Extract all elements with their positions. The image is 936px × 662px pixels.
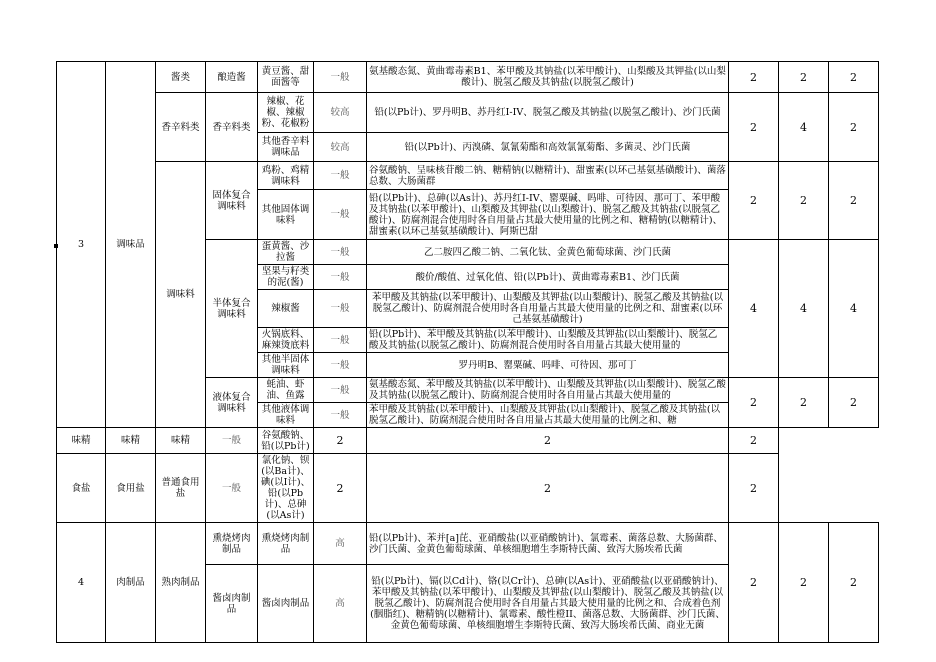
risk-cell: 高 xyxy=(314,565,367,643)
category-cell: 熟肉制品 xyxy=(156,523,206,643)
item-cell: 熏烧烤肉制品 xyxy=(258,523,314,565)
risk-cell: 一般 xyxy=(314,265,367,290)
count-cell: 2 xyxy=(367,428,729,454)
count-cell: 2 xyxy=(729,62,779,93)
item-cell: 酱卤肉制品 xyxy=(258,565,314,643)
item-cell: 其他固体调味料 xyxy=(258,190,314,240)
subcategory-cell: 调味料 xyxy=(156,162,206,428)
risk-cell: 一般 xyxy=(314,353,367,378)
item-cell: 其他半固体调味料 xyxy=(258,353,314,378)
test-items-cell: 铅(以Pb计)、总砷(以As计)、苏丹红I-IV、罂粟碱、吗啡、可待因、那可丁、苯甲酸及其钠盐(以苯甲酸计)、山梨酸及其钾盐(以山梨酸计)、脱氢乙酸及其钠盐(以脱氢乙酸计)、防腐剂混合使用时各自用量占其最大使用量的比例之和、糖精钠(以糖精计)、甜蜜素(以环己基氨基磺酸计)、阿斯巴甜 xyxy=(367,190,729,240)
risk-cell: 一般 xyxy=(314,328,367,353)
subcategory-cell: 酱卤肉制品 xyxy=(206,565,258,643)
item-cell: 鸡粉、鸡精调味料 xyxy=(258,162,314,190)
table-row xyxy=(57,62,879,93)
row-number: 4 xyxy=(57,523,106,643)
count-cell: 2 xyxy=(729,428,779,454)
item-cell: 辣椒、花椒、辣椒粉、花椒粉 xyxy=(258,93,314,133)
test-items-cell: 氯化钠、钡(以Ba计)、碘(以I计)、铅(以Pb计)、总砷(以As计) xyxy=(258,454,314,523)
item-cell: 蚝油、虾油、鱼露 xyxy=(258,378,314,403)
food-sampling-table xyxy=(56,61,879,643)
risk-cell: 较高 xyxy=(314,133,367,162)
subcategory-cell: 食用盐 xyxy=(106,454,156,523)
count-cell: 4 xyxy=(779,240,829,378)
category-cell: 调味品 xyxy=(106,62,156,428)
item-cell: 普通食用盐 xyxy=(156,454,206,523)
count-cell: 2 xyxy=(779,162,829,240)
test-items-cell: 铅(以Pb计)、丙溴磷、氯氰菊酯和高效氯氰菊酯、多菌灵、沙门氏菌 xyxy=(367,133,729,162)
item-cell: 味精 xyxy=(156,428,206,454)
risk-cell: 一般 xyxy=(314,62,367,93)
item-cell: 其他香辛料调味品 xyxy=(258,133,314,162)
risk-cell: 一般 xyxy=(206,454,258,523)
count-cell: 2 xyxy=(829,523,879,643)
table-row xyxy=(57,523,879,565)
count-cell: 2 xyxy=(779,378,829,428)
count-cell: 4 xyxy=(779,93,829,162)
risk-cell: 高 xyxy=(314,523,367,565)
risk-cell: 一般 xyxy=(314,190,367,240)
risk-cell: 一般 xyxy=(314,290,367,328)
test-items-cell: 苯甲酸及其钠盐(以苯甲酸计)、山梨酸及其钾盐(以山梨酸计)、脱氢乙酸及其钠盐(以脱氢乙酸计)、防腐剂混合使用时各自用量占其最大使用量的比例之和、甜蜜素(以环己基氨基磺酸计) xyxy=(367,290,729,328)
count-cell: 2 xyxy=(729,378,779,428)
risk-cell: 一般 xyxy=(314,378,367,403)
count-cell: 2 xyxy=(314,454,367,523)
row-number: 3 xyxy=(57,62,106,428)
table-row xyxy=(57,162,879,190)
count-cell: 4 xyxy=(729,240,779,378)
risk-cell: 一般 xyxy=(314,403,367,428)
test-items-cell: 酸价/酸值、过氧化值、铅(以Pb计)、黄曲霉毒素B1、沙门氏菌 xyxy=(367,265,729,290)
count-cell: 2 xyxy=(729,93,779,162)
subcategory-cell: 酿造酱 xyxy=(206,62,258,93)
test-items-cell: 谷氨酸钠、铅(以Pb计) xyxy=(258,428,314,454)
category-cell: 肉制品 xyxy=(106,523,156,643)
item-cell: 蛋黄酱、沙拉酱 xyxy=(258,240,314,265)
item-cell: 辣椒酱 xyxy=(258,290,314,328)
category-cell: 食盐 xyxy=(57,454,106,523)
test-items-cell: 苯甲酸及其钠盐(以苯甲酸计)、山梨酸及其钾盐(以山梨酸计)、脱氢乙酸及其钠盐(以脱氢乙酸计)、防腐剂混合使用时各自用量占其最大使用量的比例之和、糖 xyxy=(367,403,729,428)
count-cell: 2 xyxy=(314,428,367,454)
subcategory-cell: 香辛料类 xyxy=(206,93,258,162)
count-cell: 2 xyxy=(729,454,779,523)
item-cell: 黄豆酱、甜面酱等 xyxy=(258,62,314,93)
test-items-cell: 铅(以Pb计)、镉(以Cd计)、铬(以Cr计)、总砷(以As计)、亚硝酸盐(以亚硝酸钠计)、苯甲酸及其钠盐(以苯甲酸计)、山梨酸及其钾盐(以山梨酸计)、脱氢乙酸及其钠盐(以脱氢乙酸计)、防腐剂混合使用时各自用量占其最大使用量的比例之和、合成着色剂(胭脂红)、糖精钠(以糖精计)、氯霉素、酸性橙II、菌落总数、大肠菌群、沙门氏菌、金黄色葡萄球菌、单核细胞增生李斯特氏菌、致泻大肠埃希氏菌、商业无菌 xyxy=(367,565,729,643)
test-items-cell: 氨基酸态氮、苯甲酸及其钠盐(以苯甲酸计)、山梨酸及其钾盐(以山梨酸计)、脱氢乙酸及其钠盐(以脱氢乙酸计)、防腐剂混合使用时各自用量占其最大使用量的 xyxy=(367,378,729,403)
count-cell: 2 xyxy=(829,378,879,428)
risk-cell: 较高 xyxy=(314,93,367,133)
subcategory-cell: 固体复合调味料 xyxy=(206,162,258,240)
count-cell: 2 xyxy=(729,162,779,240)
test-items-cell: 铅(以Pb计)、罗丹明B、苏丹红I-IV、脱氢乙酸及其钠盐(以脱氢乙酸计)、沙门氏菌 xyxy=(367,93,729,133)
table-row xyxy=(57,93,879,133)
item-cell: 坚果与籽类的泥(酱) xyxy=(258,265,314,290)
test-items-cell: 铅(以Pb计)、苯甲酸及其钠盐(以苯甲酸计)、山梨酸及其钾盐(以山梨酸计)、脱氢乙酸及其钠盐(以脱氢乙酸计)、防腐剂混合使用时各自用量占其最大使用量的 xyxy=(367,328,729,353)
subcategory-cell: 熏烧烤肉制品 xyxy=(206,523,258,565)
subcategory-cell: 液体复合调味料 xyxy=(206,378,258,428)
risk-cell: 一般 xyxy=(206,428,258,454)
item-cell: 火锅底料、麻辣烫底料 xyxy=(258,328,314,353)
risk-cell: 一般 xyxy=(314,162,367,190)
test-items-cell: 铅(以Pb计)、苯并[a]芘、亚硝酸盐(以亚硝酸钠计)、氯霉素、菌落总数、大肠菌群、沙门氏菌、金黄色葡萄球菌、单核细胞增生李斯特氏菌、致泻大肠埃希氏菌 xyxy=(367,523,729,565)
count-cell: 2 xyxy=(829,62,879,93)
category-cell: 味精 xyxy=(57,428,106,454)
count-cell: 2 xyxy=(779,523,829,643)
item-cell: 其他液体调味料 xyxy=(258,403,314,428)
subcategory-cell: 味精 xyxy=(106,428,156,454)
table-row xyxy=(57,454,879,523)
test-items-cell: 谷氨酸钠、呈味核苷酸二钠、糖精钠(以糖精计)、甜蜜素(以环己基氨基磺酸计)、菌落总数、大肠菌群 xyxy=(367,162,729,190)
subcategory-cell: 半体复合调味料 xyxy=(206,240,258,378)
test-items-cell: 乙二胺四乙酸二钠、二氧化钛、金黄色葡萄球菌、沙门氏菌 xyxy=(367,240,729,265)
count-cell: 2 xyxy=(829,162,879,240)
count-cell: 4 xyxy=(829,240,879,378)
count-cell: 2 xyxy=(367,454,729,523)
count-cell: 2 xyxy=(729,523,779,643)
test-items-cell: 罗丹明B、罂粟碱、吗啡、可待因、那可丁 xyxy=(367,353,729,378)
category-cell: 酱类 xyxy=(156,62,206,93)
category-cell: 香辛料类 xyxy=(156,93,206,162)
test-items-cell: 氨基酸态氮、黄曲霉毒素B1、苯甲酸及其钠盐(以苯甲酸计)、山梨酸及其钾盐(以山梨酸计)、脱氢乙酸及其钠盐(以脱氢乙酸计) xyxy=(367,62,729,93)
count-cell: 2 xyxy=(779,62,829,93)
count-cell: 2 xyxy=(829,93,879,162)
risk-cell: 一般 xyxy=(314,240,367,265)
table-row xyxy=(57,428,879,454)
